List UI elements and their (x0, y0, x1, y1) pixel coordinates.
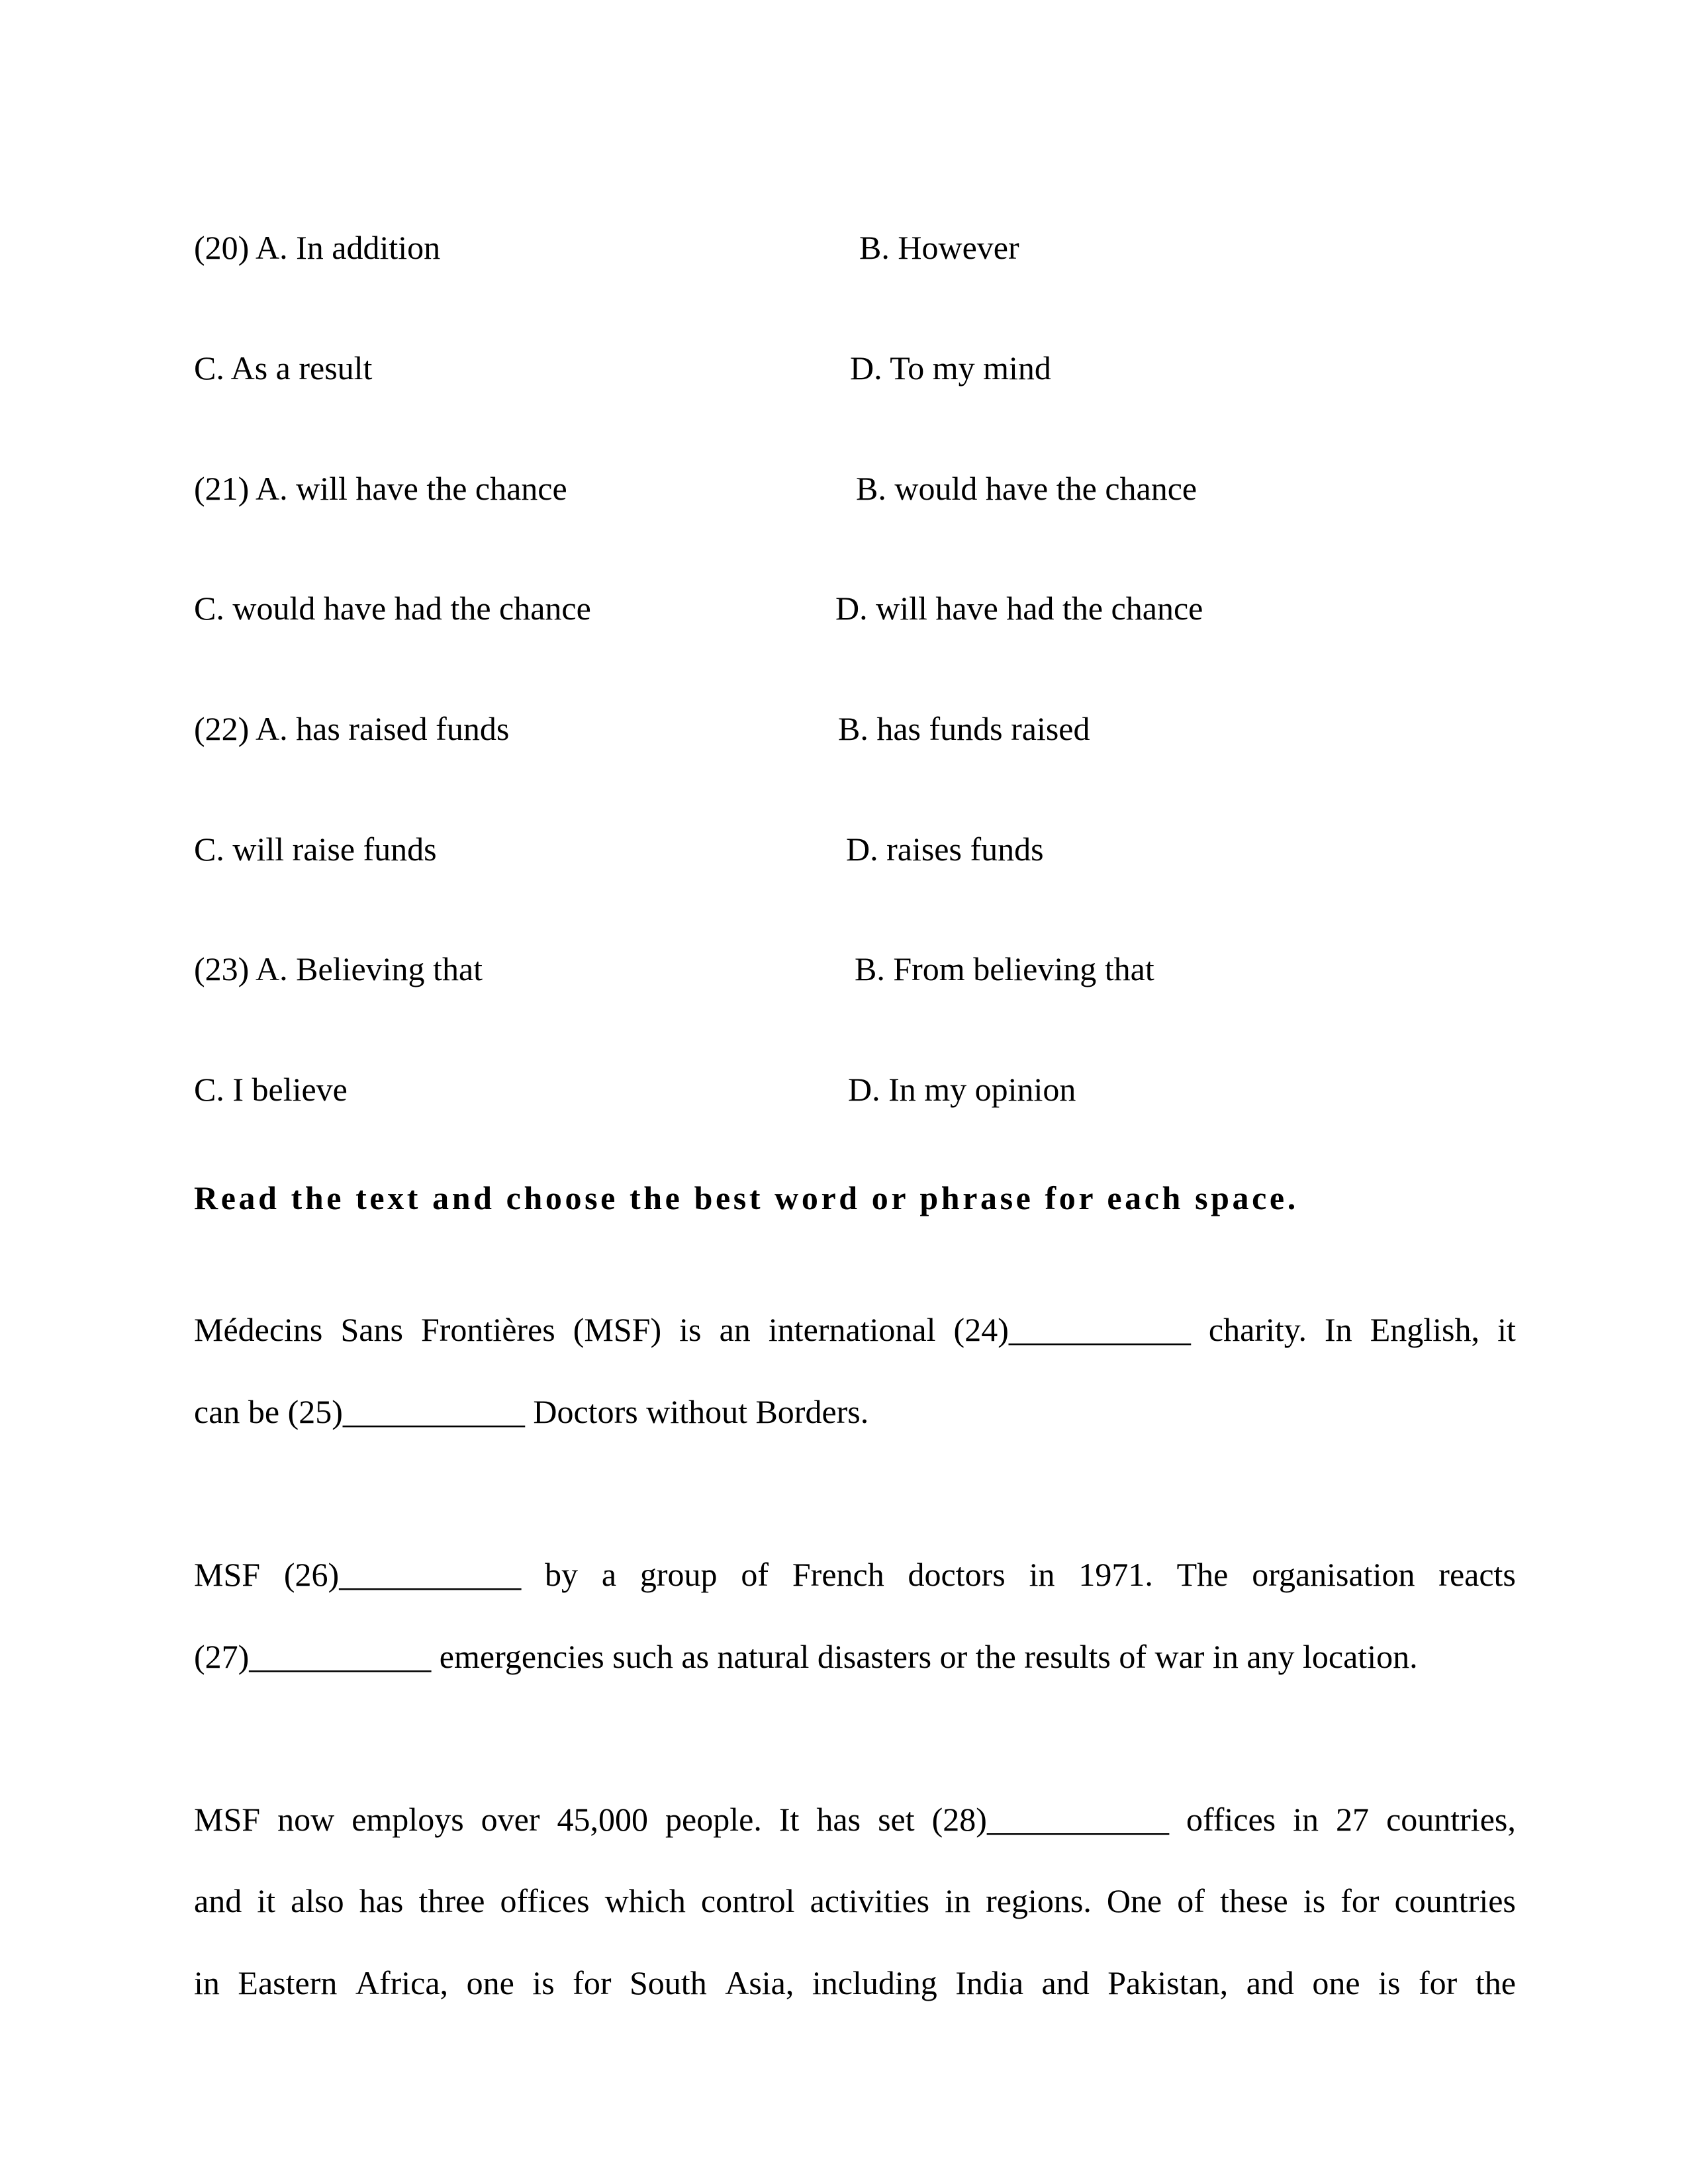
word: three (418, 1882, 485, 1919)
word: it (1497, 1311, 1516, 1348)
word: offices (500, 1882, 590, 1919)
word: people. (665, 1801, 762, 1838)
q20-option-b: B. However (859, 229, 1019, 266)
word: an (719, 1311, 751, 1348)
word: MSF (194, 1801, 261, 1838)
word: MSF (194, 1556, 261, 1593)
passage-p3-line1 (194, 1799, 1516, 1839)
word: employs (352, 1801, 464, 1838)
word: It (778, 1801, 800, 1838)
word: doctors (908, 1556, 1006, 1593)
q21-option-a: (21) A. will have the chance (194, 470, 567, 507)
word: a (601, 1556, 617, 1593)
word: (MSF) (573, 1311, 662, 1348)
q21-option-d: D. will have had the chance (835, 590, 1203, 627)
word: activities (810, 1882, 930, 1919)
word: in (945, 1882, 971, 1919)
word: for (1419, 1964, 1458, 2001)
word: charity. (1208, 1311, 1307, 1348)
passage-p2-line1 (194, 1555, 1516, 1594)
q20-option-c: C. As a result (194, 349, 373, 387)
word: these (1220, 1882, 1288, 1919)
word: In (1325, 1311, 1352, 1348)
word: Africa, (355, 1964, 449, 2001)
word: is (679, 1311, 702, 1348)
word: 27 (1336, 1801, 1370, 1838)
q22-option-c: C. will raise funds (194, 831, 437, 868)
blank-26: (26)___________ (283, 1556, 522, 1593)
word: it (257, 1882, 276, 1919)
q23-option-b: B. From believing that (855, 950, 1154, 987)
q22-option-b: B. has funds raised (838, 710, 1090, 747)
word: in (194, 1964, 220, 2001)
word: Médecins (194, 1311, 323, 1348)
word: has (816, 1801, 861, 1838)
word: 45,000 (557, 1801, 649, 1838)
word: set (878, 1801, 915, 1838)
q22-option-d: D. raises funds (846, 831, 1044, 868)
word: in (1293, 1801, 1319, 1838)
word: of (1177, 1882, 1205, 1919)
word: French (792, 1556, 884, 1593)
word: is (1303, 1882, 1326, 1919)
q21-option-b: B. would have the chance (856, 470, 1197, 507)
word: and (1246, 1964, 1294, 2001)
word: the (1475, 1964, 1516, 2001)
q20-option-d: D. To my mind (850, 349, 1051, 387)
word: including (812, 1964, 937, 2001)
word: one (1312, 1964, 1360, 2001)
passage-p1-line2: can be (25)___________ Doctors without Borders. (194, 1393, 869, 1430)
q23-option-d: D. In my opinion (848, 1071, 1076, 1108)
word: now (277, 1801, 335, 1838)
word: by (545, 1556, 579, 1593)
word: India (955, 1964, 1024, 2001)
passage-p3-line2 (194, 1881, 1516, 1921)
word: Pakistan, (1107, 1964, 1229, 2001)
q23-option-c: C. I believe (194, 1071, 348, 1108)
blank-28: (28)___________ (931, 1801, 1169, 1838)
word: South (630, 1964, 707, 2001)
word: over (481, 1801, 540, 1838)
blank-24: (24)___________ (953, 1311, 1191, 1348)
word: Asia, (725, 1964, 794, 2001)
word: which (604, 1882, 686, 1919)
passage-p1-line1 (194, 1310, 1516, 1349)
section-instruction: Read the text and choose the best word or phrase for each space. (194, 1179, 1299, 1216)
word: of (741, 1556, 769, 1593)
word: is (532, 1964, 555, 2001)
word: organisation (1252, 1556, 1415, 1593)
word: Eastern (238, 1964, 338, 2001)
word: 1971. (1078, 1556, 1153, 1593)
word: also (291, 1882, 344, 1919)
word: English, (1370, 1311, 1480, 1348)
word: The (1176, 1556, 1229, 1593)
word: One (1106, 1882, 1162, 1919)
word: for (573, 1964, 612, 2001)
passage-p3-line3 (194, 1963, 1516, 2003)
word: Frontières (420, 1311, 555, 1348)
word: has (359, 1882, 404, 1919)
q20-option-a: (20) A. In addition (194, 229, 441, 266)
passage-p2-line2: (27)___________ emergencies such as natural disasters or the results of war in any location. (194, 1638, 1418, 1675)
word: international (768, 1311, 936, 1348)
word: regions. (986, 1882, 1092, 1919)
word: and (1041, 1964, 1090, 2001)
word: in (1029, 1556, 1055, 1593)
word: for (1340, 1882, 1380, 1919)
word: countries (1394, 1882, 1516, 1919)
word: countries, (1386, 1801, 1516, 1838)
q21-option-c: C. would have had the chance (194, 590, 591, 627)
word: one (466, 1964, 514, 2001)
q23-option-a: (23) A. Believing that (194, 950, 483, 987)
word: is (1378, 1964, 1401, 2001)
word: Sans (340, 1311, 403, 1348)
word: group (639, 1556, 718, 1593)
word: offices (1186, 1801, 1276, 1838)
word: and (194, 1882, 242, 1919)
word: control (700, 1882, 795, 1919)
word: reacts (1438, 1556, 1516, 1593)
q22-option-a: (22) A. has raised funds (194, 710, 510, 747)
